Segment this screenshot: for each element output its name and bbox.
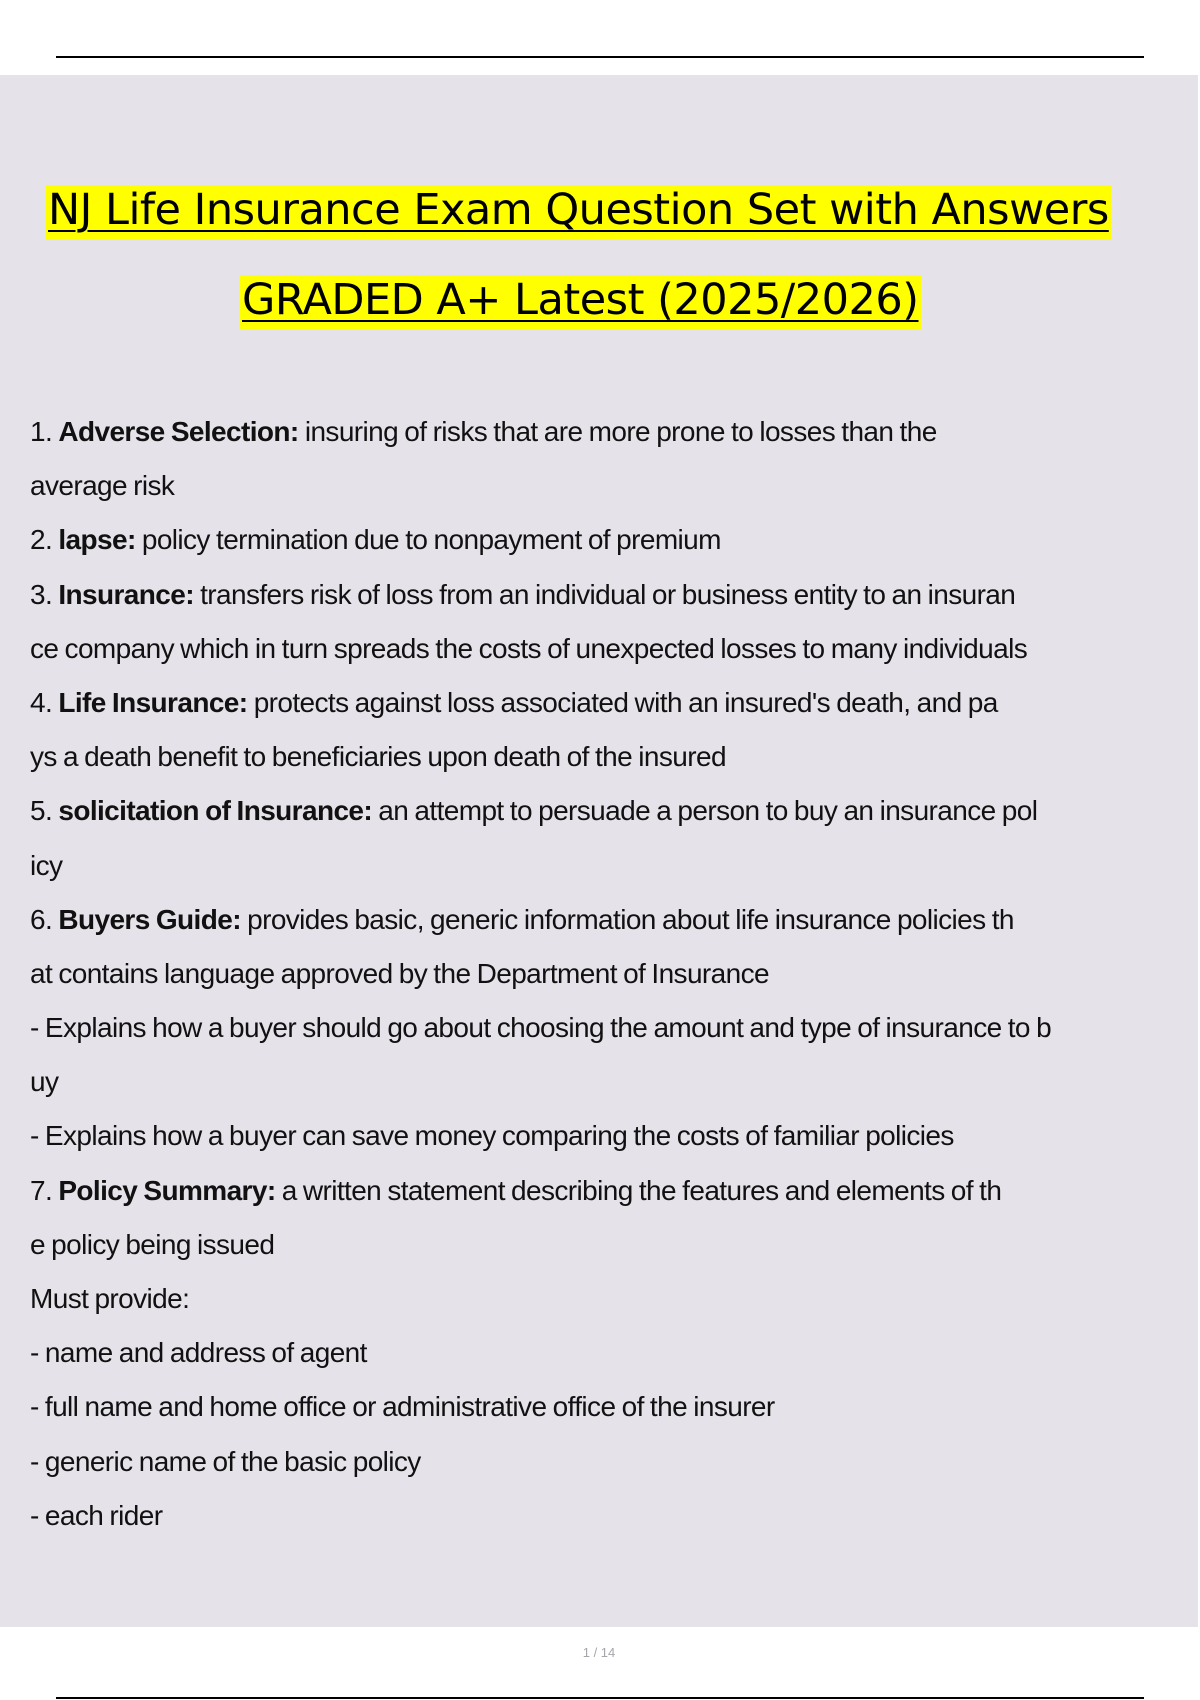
bullet-line-continuation: uy bbox=[30, 1066, 59, 1098]
definition-text: a written statement describing the features and elements of th bbox=[275, 1174, 1002, 1206]
list-item-continuation: at contains language approved by the Department of Insurance bbox=[30, 957, 769, 989]
list-item-continuation: icy bbox=[30, 849, 63, 881]
list-item-continuation: ys a death benefit to beneficiaries upon death of the insured bbox=[30, 741, 726, 773]
page-number: 1 / 14 bbox=[582, 1645, 616, 1660]
policy-summary-intro: Must provide: bbox=[30, 1283, 190, 1314]
bottom-divider bbox=[56, 1697, 1144, 1699]
list-item: 2. lapse: policy termination due to nonpayment of premium bbox=[30, 524, 721, 556]
bullet-line: - name and address of agent bbox=[30, 1337, 367, 1369]
top-divider bbox=[56, 56, 1144, 58]
list-item: 3. Insurance: transfers risk of loss from an individual or business entity to an insuran bbox=[30, 578, 1016, 610]
definition-text: insuring of risks that are more prone to losses than the bbox=[298, 416, 937, 447]
term-label: solicitation of Insurance: bbox=[58, 795, 373, 827]
list-item: 7. Policy Summary: a written statement describing the features and elements of th bbox=[30, 1174, 1002, 1206]
list-item-continuation: e policy being issued bbox=[30, 1228, 275, 1260]
term-label: Insurance: bbox=[58, 578, 194, 610]
list-item: 6. Buyers Guide: provides basic, generic information about life insurance policies th bbox=[30, 903, 1014, 935]
list-item-continuation: average risk bbox=[30, 470, 175, 502]
list-item-continuation: ce company which in turn spreads the costs of unexpected losses to many individuals bbox=[30, 632, 1028, 664]
definition-text: an attempt to persuade a person to buy an insurance pol bbox=[372, 795, 1038, 827]
title-line-1: NJ Life Insurance Exam Question Set with Answers bbox=[46, 185, 1111, 240]
list-item: 5. solicitation of Insurance: an attempt to persuade a person to buy an insurance pol bbox=[30, 795, 1038, 827]
list-item: 1. Adverse Selection: insuring of risks that are more prone to losses than the bbox=[30, 416, 937, 447]
document-page bbox=[0, 75, 1198, 1660]
term-label: Policy Summary: bbox=[58, 1174, 276, 1206]
definition-text: provides basic, generic information about life insurance policies th bbox=[240, 903, 1014, 935]
list-item: 4. Life Insurance: protects against loss associated with an insured's death, and pa bbox=[30, 686, 998, 718]
definition-text: protects against loss associated with an insured's death, and pa bbox=[247, 686, 998, 718]
title-line-2: GRADED A+ Latest (2025/2026) bbox=[240, 275, 921, 330]
term-label: Buyers Guide: bbox=[58, 903, 241, 935]
definition-text: policy termination due to nonpayment of premium bbox=[135, 524, 721, 556]
bullet-line: - full name and home office or administrative office of the insurer bbox=[30, 1391, 775, 1423]
document-body bbox=[30, 405, 1170, 1543]
term-label: lapse: bbox=[58, 524, 136, 556]
bullet-line: - each rider bbox=[30, 1499, 163, 1531]
term-label: Life Insurance: bbox=[58, 686, 248, 718]
term-label: Adverse Selection: bbox=[58, 416, 299, 447]
bullet-line: - generic name of the basic policy bbox=[30, 1445, 421, 1477]
bullet-line: - Explains how a buyer can save money comparing the costs of familiar policies bbox=[30, 1120, 954, 1152]
definition-text: transfers risk of loss from an individual or business entity to an insuran bbox=[193, 578, 1016, 610]
bullet-line: - Explains how a buyer should go about choosing the amount and type of insurance to b bbox=[30, 1012, 1052, 1044]
